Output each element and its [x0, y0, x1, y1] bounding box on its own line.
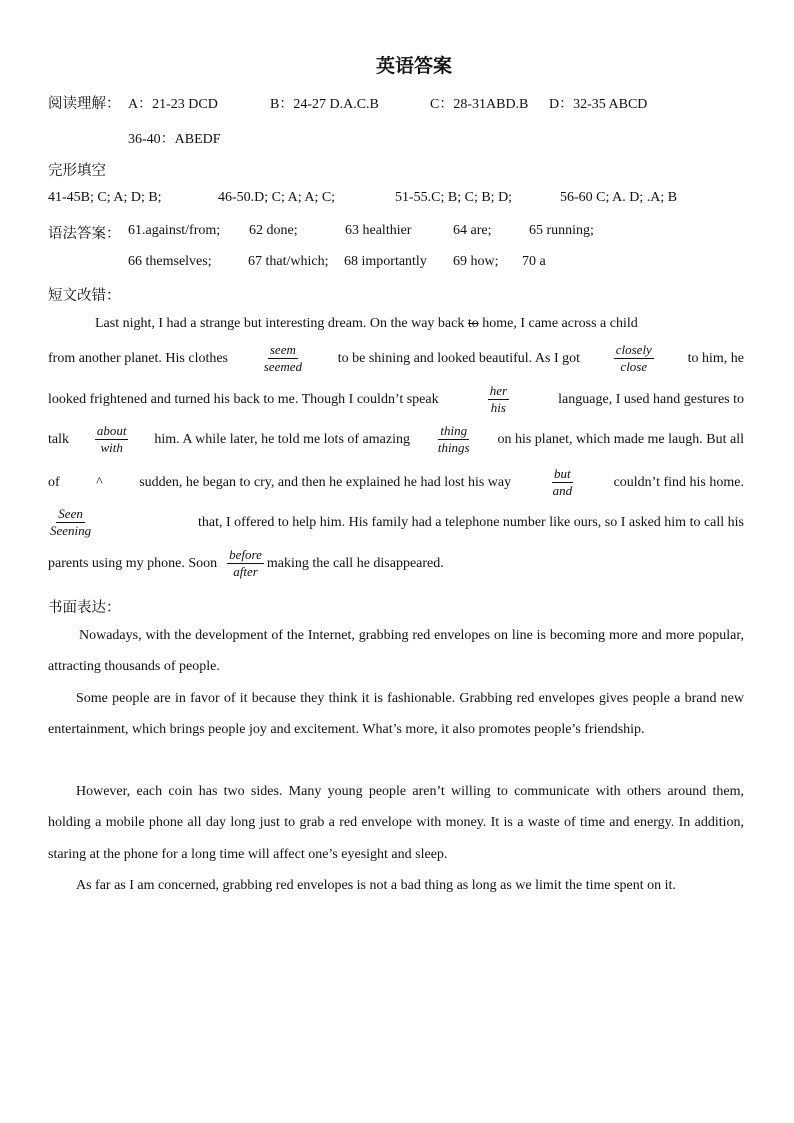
original-word: seem — [269, 342, 296, 357]
writing-paragraph-3: However, each coin has two sides. Many young people aren’t willing to communicate with others around them, holding a mobile phone all day long just to grab a red envelope with money. It is a waste of time and energy. In addition, staring at the phone for a long time will affect one’s eyesight and sleep. — [48, 784, 744, 862]
reading-b: B：24-27 D.A.C.B — [270, 97, 379, 112]
correction-text: him. A while later, he told me lots of amazing — [154, 431, 410, 447]
corrected-word: seemed — [263, 359, 303, 374]
original-word: about — [96, 423, 127, 438]
correction-line-2 — [48, 343, 744, 374]
correction-line-1 — [95, 316, 715, 332]
correction-fraction — [48, 507, 93, 538]
correction-fraction — [95, 424, 129, 455]
correction-fraction — [614, 343, 654, 374]
grammar-63: 63 healthier — [345, 223, 412, 238]
correction-fraction — [227, 548, 264, 579]
correction-fraction — [488, 384, 509, 415]
cloze-g2: 46-50.D; C; A; A; C; — [218, 190, 336, 205]
correction-label: 短文改错： — [48, 288, 121, 304]
correction-line-6 — [48, 507, 744, 538]
correction-text: talk — [48, 431, 69, 447]
original-word: Seen — [58, 506, 83, 521]
original-word: before — [229, 547, 262, 562]
correction-text: to be shining and looked beautiful. As I got — [337, 350, 580, 366]
insert-caret: ^ — [96, 474, 103, 490]
correction-text: Last night, I had a strange but interesting dream. On the way back — [95, 316, 468, 331]
correction-line-4 — [48, 424, 744, 455]
grammar-69: 69 how; — [453, 254, 499, 269]
grammar-67: 67 that/which; — [248, 254, 329, 269]
correction-line-3 — [48, 384, 744, 415]
corrected-word: Seening — [50, 523, 92, 538]
cloze-label: 完形填空 — [48, 163, 106, 179]
grammar-62: 62 done; — [249, 223, 298, 238]
correction-text: looked frightened and turned his back to me. Though I couldn’t speak — [48, 391, 439, 407]
correction-text: of — [48, 474, 60, 490]
reading-e: 36-40：ABEDF — [128, 132, 221, 147]
correction-text: that, I offered to help him. His family had a telephone number like ours, so I asked him to call his — [198, 514, 744, 530]
correction-text: home, I came across a child — [478, 316, 638, 331]
writing-label: 书面表达： — [48, 600, 121, 616]
original-word: her — [489, 383, 508, 398]
writing-paragraph-1: Nowadays, with the development of the Internet, grabbing red envelopes on line is becoming more and more popular, attracting thousands of people. — [48, 628, 744, 675]
correction-line-5 — [48, 467, 744, 498]
reading-c: C：28-31ABD.B — [430, 97, 529, 112]
grammar-61: 61.against/from; — [128, 223, 221, 238]
deleted-word: to — [467, 316, 479, 331]
grammar-66: 66 themselves; — [128, 254, 212, 269]
corrected-word: with — [100, 440, 123, 455]
cloze-g3: 51-55.C; B; C; B; D; — [395, 190, 513, 205]
writing-paragraph-4: As far as I am concerned, grabbing red envelopes is not a bad thing as long as we limit the time spent on it. — [76, 878, 676, 893]
cloze-g4: 56-60 C; A. D; .A; B — [560, 190, 678, 205]
cloze-g1: 41-45B; C; A; D; B; — [48, 190, 162, 205]
correction-text: language, I used hand gestures to — [558, 391, 744, 407]
page-title: 英语答案 — [376, 55, 453, 77]
correction-text: sudden, he began to cry, and then he explained he had lost his way — [139, 474, 512, 490]
correction-text: making the call he disappeared. — [266, 555, 444, 571]
original-word: but — [554, 466, 571, 481]
writing-paragraph-2: Some people are in favor of it because they think it is fashionable. Grabbing red envelopes gives people a brand new entertainment, which brings people joy and excitement. What’s more, it also promotes people’s friendship. — [48, 691, 744, 738]
reading-a: A：21-23 DCD — [128, 97, 218, 112]
grammar-65: 65 running; — [529, 223, 594, 238]
correction-fraction — [262, 343, 304, 374]
corrected-word: things — [437, 440, 470, 455]
correction-text: couldn’t find his home. — [613, 474, 744, 490]
correction-fraction — [436, 424, 472, 455]
grammar-label: 语法答案： — [48, 226, 121, 242]
corrected-word: close — [620, 359, 648, 374]
grammar-64: 64 are; — [453, 223, 492, 238]
reading-label: 阅读理解： — [48, 96, 121, 112]
correction-text: from another planet. His clothes — [48, 350, 229, 366]
correction-fraction — [551, 467, 575, 498]
corrected-word: his — [490, 400, 506, 415]
correction-line-7 — [48, 548, 744, 579]
corrected-word: and — [552, 483, 573, 498]
correction-text: on his planet, which made me laugh. But all — [497, 431, 744, 447]
correction-text: to him, he — [687, 350, 744, 366]
original-word: thing — [440, 423, 468, 438]
reading-d: D：32-35 ABCD — [549, 97, 648, 112]
corrected-word: after — [233, 564, 258, 579]
grammar-68: 68 importantly — [344, 254, 427, 269]
original-word: closely — [615, 342, 652, 357]
correction-text: parents using my phone. Soon — [48, 555, 218, 571]
grammar-70: 70 a — [522, 254, 546, 269]
